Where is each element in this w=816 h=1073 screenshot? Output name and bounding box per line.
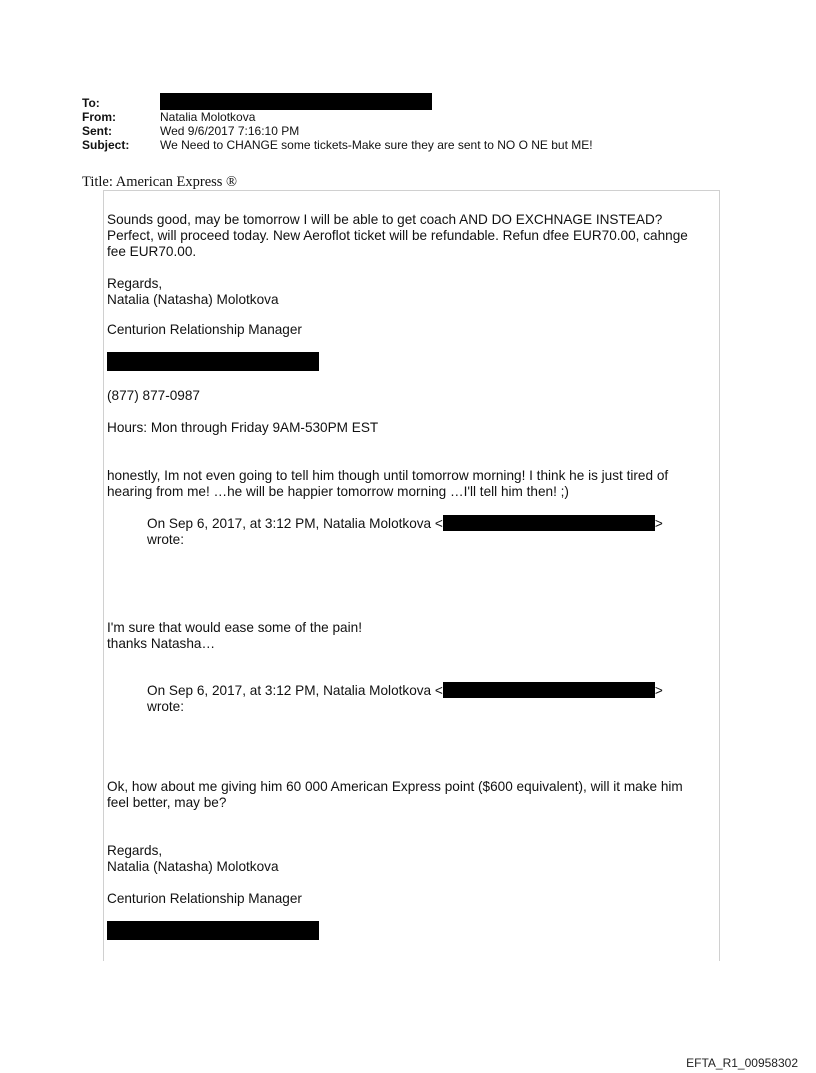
document-id: EFTA_R1_00958302 bbox=[686, 1056, 798, 1070]
signature-name-2: Natalia (Natasha) Molotkova bbox=[107, 859, 279, 874]
redacted-recipient bbox=[160, 93, 432, 110]
to-label: To: bbox=[82, 96, 100, 110]
from-label: From: bbox=[82, 110, 116, 124]
redacted-contact bbox=[107, 352, 319, 371]
para2-line1: honestly, Im not even going to tell him though until tomorrow morning! I think he is just tired of bbox=[107, 468, 669, 483]
signature-title-2: Centurion Relationship Manager bbox=[107, 891, 302, 906]
para1-line3: fee EUR70.00. bbox=[107, 244, 197, 259]
phone: (877) 877-0987 bbox=[107, 388, 200, 403]
regards-2: Regards, bbox=[107, 843, 163, 858]
sent-row bbox=[82, 124, 593, 138]
redacted-contact-2 bbox=[107, 921, 319, 940]
quote2-text: On Sep 6, 2017, at 3:12 PM, Natalia Molotkova < bbox=[147, 683, 443, 698]
para4-line1: Ok, how about me giving him 60 000 American Express point ($600 equivalent), will it make him bbox=[107, 779, 683, 794]
para1-line1: Sounds good, may be tomorrow I will be able to get coach AND DO EXCHNAGE INSTEAD? bbox=[107, 212, 663, 227]
quote1-close: > bbox=[654, 516, 663, 531]
subject-value: We Need to CHANGE some tickets-Make sure they are sent to NO O NE but ME! bbox=[160, 138, 593, 152]
to-row bbox=[82, 96, 593, 110]
redacted-email-2 bbox=[443, 682, 655, 698]
regards: Regards, bbox=[107, 276, 163, 291]
para3-line2: thanks Natasha… bbox=[107, 636, 216, 651]
quote2-close: > bbox=[654, 683, 663, 698]
signature-name: Natalia (Natasha) Molotkova bbox=[107, 292, 279, 307]
quote1-text: On Sep 6, 2017, at 3:12 PM, Natalia Molotkova < bbox=[147, 516, 443, 531]
quote1-line1 bbox=[147, 515, 712, 532]
quote1-wrote: wrote: bbox=[147, 532, 185, 547]
quote1 bbox=[107, 515, 712, 548]
signature-title: Centurion Relationship Manager bbox=[107, 322, 302, 337]
document-title: Title: American Express ® bbox=[82, 174, 238, 190]
quote2-line1 bbox=[147, 682, 712, 699]
para1-line2: Perfect, will proceed today. New Aeroflot ticket will be refundable. Refun dfee EUR70.00, cahnge bbox=[107, 228, 688, 243]
from-row bbox=[82, 110, 593, 124]
para3-line1: I'm sure that would ease some of the pain! bbox=[107, 620, 362, 635]
subject-label: Subject: bbox=[82, 138, 130, 152]
hours: Hours: Mon through Friday 9AM-530PM EST bbox=[107, 420, 379, 435]
redacted-email-1 bbox=[443, 515, 655, 531]
subject-row bbox=[82, 138, 593, 152]
quote2-wrote: wrote: bbox=[147, 699, 185, 714]
sent-label: Sent: bbox=[82, 124, 112, 138]
quote2 bbox=[107, 682, 712, 715]
message-body bbox=[107, 212, 712, 944]
sent-value: Wed 9/6/2017 7:16:10 PM bbox=[160, 124, 300, 138]
from-value: Natalia Molotkova bbox=[160, 110, 256, 124]
para4-line2: feel better, may be? bbox=[107, 795, 227, 810]
para2-line2: hearing from me! …he will be happier tomorrow morning …I'll tell him then! ;) bbox=[107, 484, 569, 499]
email-header bbox=[82, 96, 593, 152]
